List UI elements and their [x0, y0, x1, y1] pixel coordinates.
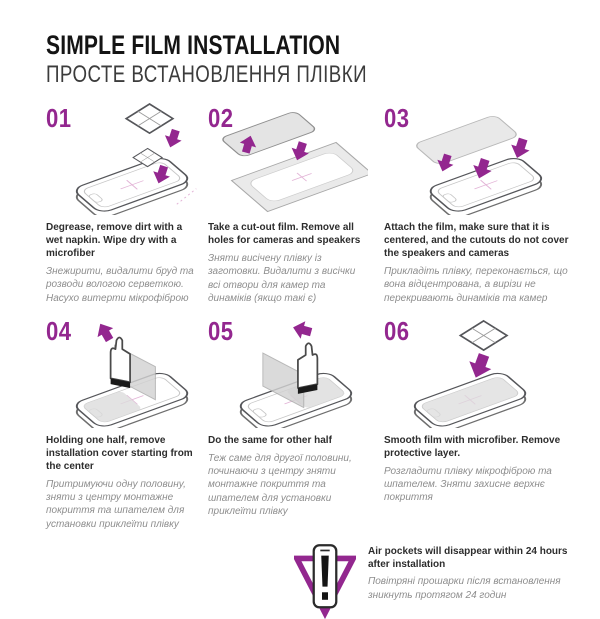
step-03-text-en: Attach the film, make sure that it is centered, and the cutouts do not cover the speakers and cameras: [384, 222, 569, 259]
warning-text-en: Air pockets will disappear within 24 hours after installation: [368, 546, 568, 571]
smooth-with-microfiber-icon: [398, 316, 544, 428]
steps-grid: [46, 103, 600, 531]
remove-cover-one-half-icon: [60, 316, 206, 428]
page-header: [46, 32, 600, 87]
step-01-text-uk: Знежирити, видалити бруд та розводи вологою серветкою. Насухо витерти мікрофіброю: [46, 266, 194, 304]
step-05: [208, 316, 384, 532]
peel-cutout-film-icon: [222, 103, 368, 215]
step-01: [46, 103, 208, 306]
warning-text-uk: Повітряні прошарки після встановлення зникнуть протягом 24 годин: [368, 576, 561, 601]
page-subtitle: ПРОСТЕ ВСТАНОВЛЕННЯ ПЛІВКИ: [46, 60, 368, 88]
step-05-text-en: Do the same for other half: [208, 434, 332, 446]
step-01-number: 01: [46, 103, 72, 133]
step-05-number: 05: [208, 315, 234, 346]
step-04: [46, 316, 208, 532]
remove-cover-other-half-icon: [222, 316, 368, 428]
step-03-number: 03: [384, 103, 410, 133]
step-03: [384, 103, 584, 306]
step-02-text-en: Take a cut-out film. Remove all holes for cameras and speakers: [208, 222, 361, 246]
step-06-text-uk: Розгладити плівку мікрофіброю та шпателем. Зняти захисне верхнє покриття: [384, 465, 552, 504]
step-05-text-uk: Теж саме для другої половини, починаючи з центру зняти монтажне покриття та шпателем для установки приклеїти плівку: [208, 452, 352, 518]
warning-note: [294, 543, 600, 619]
step-04-text-uk: Притримуючи одну половину, зняти з центру монтажне покриття та шпателем для установки приклеїти плівку: [46, 478, 186, 530]
step-02: [208, 103, 384, 306]
napkin-wipe-phone-icon: [60, 103, 206, 215]
phone-exclamation-triangle-icon: [294, 543, 356, 619]
step-02-number: 02: [208, 103, 234, 133]
step-04-text-en: Holding one half, remove installation cover starting from the center: [46, 434, 193, 472]
step-06: [384, 316, 584, 532]
step-02-text-uk: Зняти висічену плівку із заготовки. Видалити з висічки всі отвори для камер та динаміків (якщо такі є): [208, 253, 356, 305]
step-06-number: 06: [384, 315, 410, 346]
step-01-text-en: Degrease, remove dirt with a wet napkin. Wipe dry with a microfiber: [46, 222, 183, 259]
step-03-text-uk: Прикладіть плівку, переконається, що вона відцентрована, а вирізи не перекривають динаміків та камер: [384, 266, 568, 304]
page-title: SIMPLE FILM INSTALLATION: [46, 30, 341, 60]
step-04-number: 04: [46, 315, 72, 346]
attach-film-centered-icon: [410, 103, 556, 215]
step-06-text-en: Smooth film with microfiber. Remove protective layer.: [384, 434, 561, 459]
